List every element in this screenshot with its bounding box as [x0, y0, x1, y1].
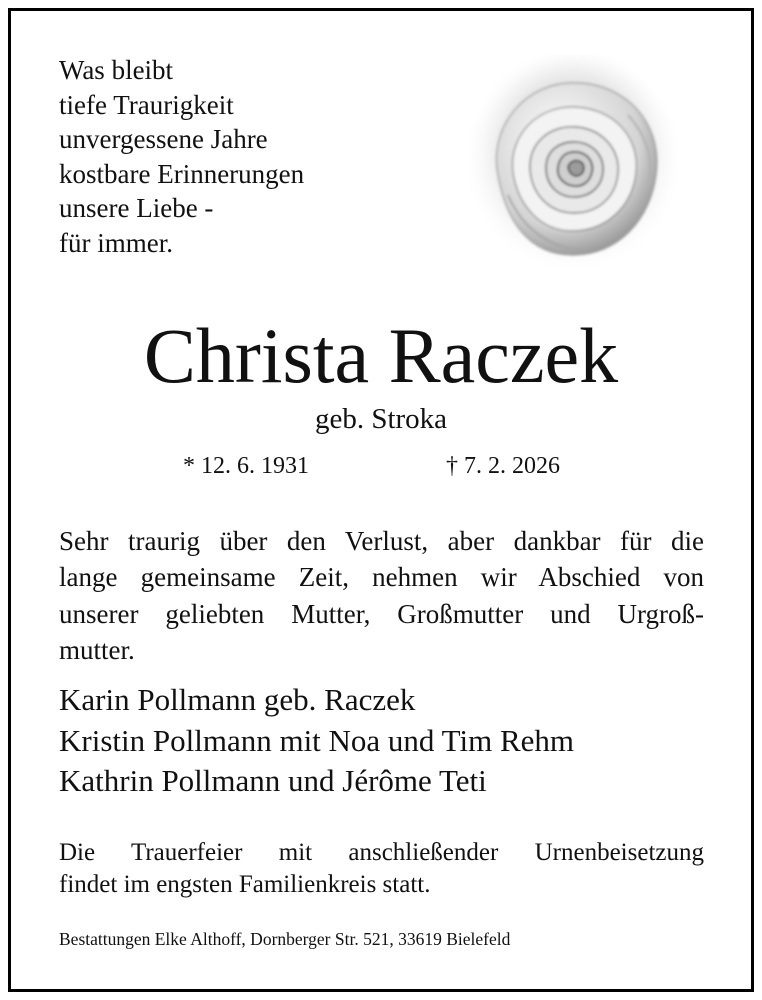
mourner-name: Karin Pollmann geb. Raczek: [59, 682, 416, 717]
rose-icon: [468, 55, 678, 285]
poem-line: unsere Liebe -: [59, 193, 214, 224]
poem-line: tiefe Traurigkeit: [59, 89, 234, 120]
funeral-home-footer: Bestattungen Elke Althoff, Dornberger Str. 521, 33619 Bielefeld: [59, 929, 511, 949]
poem-line: für immer.: [59, 227, 173, 258]
birth-date: * 12. 6. 1931: [183, 453, 309, 479]
poem-line: unvergessene Jahre: [59, 124, 268, 155]
poem-line: Was bleibt: [59, 55, 174, 85]
message-line: lange gemeinsame Zeit, nehmen wir Abschied von: [59, 562, 704, 593]
mourner-name: Kathrin Pollmann und Jérôme Teti: [59, 763, 487, 798]
death-date: † 7. 2. 2026: [446, 453, 560, 479]
maiden-name: geb. Stroka: [314, 403, 448, 435]
mourner-name: Kristin Pollmann mit Noa und Tim Rehm: [59, 722, 574, 758]
ceremony-line: findet im engsten Familienkreis statt.: [59, 871, 431, 898]
message-line: unserer geliebten Mutter, Großmutter und Urgroß-: [59, 598, 704, 629]
farewell-message: [59, 523, 704, 668]
deceased-name: Christa Raczek: [143, 312, 619, 399]
ceremony-notice: [59, 837, 704, 901]
message-line: mutter.: [59, 634, 135, 665]
message-line: Sehr traurig über den Verlust, aber dankbar für die: [59, 526, 704, 556]
poem-line: kostbare Erinnerungen: [59, 158, 305, 189]
ceremony-line: Die Trauerfeier mit anschließender Urnenbeisetzung: [59, 839, 704, 866]
poem: [59, 53, 304, 261]
mourners-list: [59, 680, 574, 802]
